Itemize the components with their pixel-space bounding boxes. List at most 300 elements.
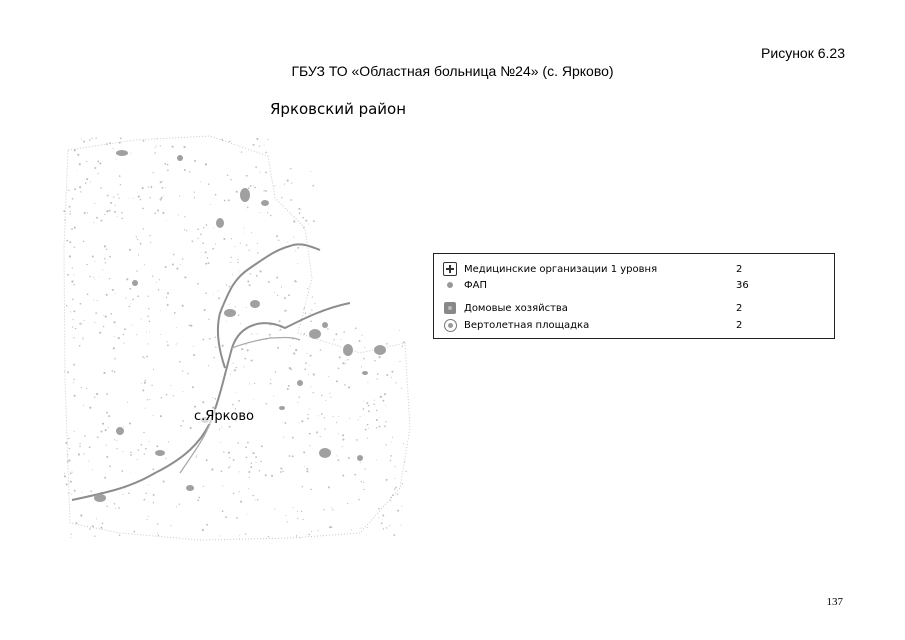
terrain-dot [295, 349, 297, 351]
terrain-dot [244, 366, 245, 367]
terrain-dot [105, 429, 107, 431]
terrain-dot [249, 284, 251, 286]
terrain-dot [150, 242, 151, 243]
terrain-dot [309, 365, 310, 366]
terrain-dot [137, 295, 139, 297]
terrain-dot [203, 227, 204, 228]
terrain-dot [130, 454, 132, 456]
river-branch [180, 338, 300, 474]
river [72, 244, 350, 500]
terrain-dot [194, 406, 196, 408]
terrain-dot [153, 172, 154, 173]
terrain-dot [271, 475, 273, 477]
terrain-dot [250, 185, 252, 187]
terrain-dot [165, 266, 167, 268]
legend-label: Домовые хозяйства [464, 302, 568, 314]
terrain-dot [264, 145, 265, 146]
terrain-dot [101, 527, 103, 529]
terrain-dot [338, 433, 339, 434]
terrain-dot [160, 310, 161, 311]
terrain-dot [176, 506, 177, 507]
terrain-dot [95, 137, 96, 138]
terrain-dot [182, 305, 184, 307]
terrain-dot [361, 335, 362, 336]
terrain-dot [82, 323, 83, 324]
terrain-dot [80, 191, 81, 192]
terrain-dot [70, 537, 71, 538]
terrain-dot [292, 437, 294, 439]
terrain-dot [257, 243, 258, 244]
terrain-dot [364, 347, 365, 348]
terrain-dot [206, 459, 208, 461]
terrain-dot [101, 431, 103, 433]
terrain-dot [109, 256, 111, 258]
terrain-dot [228, 199, 230, 201]
terrain-dot [69, 213, 71, 215]
terrain-dot [248, 488, 249, 489]
terrain-dot [99, 162, 101, 164]
terrain-dot [328, 486, 330, 488]
terrain-dot [221, 427, 222, 428]
terrain-dot [343, 331, 345, 333]
terrain-dot [102, 522, 104, 524]
terrain-dot [332, 509, 333, 510]
terrain-dot [368, 428, 369, 429]
terrain-dot [230, 374, 231, 375]
terrain-dot [313, 373, 315, 375]
terrain-dot [215, 194, 217, 196]
terrain-dot [143, 140, 145, 142]
terrain-dot [160, 415, 162, 417]
terrain-dot [69, 448, 70, 449]
terrain-dot [70, 311, 71, 312]
terrain-dot [328, 376, 329, 377]
terrain-dot [288, 294, 290, 296]
terrain-dot [305, 362, 307, 364]
terrain-dot [143, 432, 144, 433]
household-icon [442, 300, 458, 316]
terrain-dot [313, 392, 314, 393]
terrain-dot [119, 534, 120, 535]
terrain-dot [119, 175, 121, 177]
terrain-dot [253, 185, 254, 186]
terrain-dot [166, 296, 167, 297]
terrain-dot [85, 182, 87, 184]
terrain-dot [240, 243, 241, 244]
terrain-dot [378, 517, 379, 518]
terrain-dot [167, 164, 169, 166]
terrain-dot [129, 288, 131, 290]
terrain-dot [189, 171, 190, 172]
terrain-dot [312, 185, 314, 187]
terrain-dot [143, 228, 144, 229]
terrain-dot [236, 517, 238, 519]
terrain-dot [386, 527, 387, 528]
terrain-dot [246, 456, 248, 458]
terrain-dot [304, 333, 306, 335]
terrain-dot [118, 507, 120, 509]
terrain-dot [156, 282, 157, 283]
terrain-dot [86, 178, 88, 180]
terrain-dot [306, 468, 308, 470]
terrain-dot [73, 337, 74, 338]
terrain-dot [309, 433, 311, 435]
terrain-dot [152, 275, 153, 276]
terrain-dot [363, 408, 365, 410]
terrain-dot [287, 521, 288, 522]
terrain-dot [229, 426, 231, 428]
terrain-dot [247, 514, 248, 515]
terrain-dot [329, 393, 330, 394]
terrain-dot [392, 437, 393, 438]
terrain-dot [299, 212, 301, 214]
terrain-dot [243, 227, 244, 228]
terrain-dot [130, 452, 132, 454]
terrain-dot [111, 370, 113, 372]
terrain-dot [365, 429, 367, 431]
terrain-dot [287, 388, 289, 390]
terrain-dot [278, 240, 279, 241]
terrain-dot [196, 455, 197, 456]
terrain-dot [367, 424, 369, 426]
terrain-dot [248, 471, 250, 473]
terrain-dot [297, 518, 298, 519]
terrain-dot [364, 468, 365, 469]
terrain-dot [230, 466, 231, 467]
settlement [132, 280, 138, 286]
terrain-dot [383, 528, 384, 529]
terrain-dot [239, 270, 240, 271]
terrain-dot [163, 195, 164, 196]
terrain-dot [106, 506, 108, 508]
terrain-dot [116, 159, 117, 160]
terrain-dot [97, 160, 99, 162]
terrain-dot [149, 320, 151, 322]
terrain-dot [312, 296, 313, 297]
terrain-dot [390, 460, 391, 461]
terrain-dot [307, 414, 308, 415]
terrain-dot [270, 336, 271, 337]
terrain-dot [309, 445, 310, 446]
terrain-dot [105, 262, 106, 263]
terrain-dot [71, 533, 72, 534]
terrain-dot [394, 478, 395, 479]
terrain-dot [114, 321, 116, 323]
terrain-dot [345, 361, 346, 362]
terrain-dot [386, 343, 388, 345]
terrain-dot [167, 169, 169, 171]
terrain-dot [393, 534, 395, 536]
terrain-dot [106, 456, 108, 458]
terrain-dot [379, 356, 381, 358]
terrain-dot [394, 488, 396, 490]
terrain-dot [76, 170, 77, 171]
terrain-dot [324, 417, 325, 418]
terrain-dot [109, 278, 110, 279]
terrain-dot [90, 181, 91, 182]
terrain-dot [255, 166, 257, 168]
terrain-dot [224, 200, 226, 202]
terrain-dot [225, 516, 227, 518]
terrain-dot [66, 483, 68, 485]
terrain-dot [363, 401, 364, 402]
terrain-dot [115, 205, 116, 206]
legend-row-fap [442, 277, 826, 293]
terrain-dot [281, 286, 282, 287]
terrain-dot [253, 144, 255, 146]
terrain-dot [270, 215, 272, 217]
terrain-dot [277, 347, 279, 349]
terrain-dot [226, 284, 227, 285]
terrain-dot [265, 190, 267, 192]
terrain-dot [197, 500, 199, 502]
terrain-dot [289, 455, 291, 457]
terrain-dot [310, 355, 312, 357]
terrain-dot [144, 357, 145, 358]
terrain-dot [71, 471, 72, 472]
terrain-dot [235, 246, 236, 247]
terrain-dot [356, 439, 358, 441]
terrain-dot [94, 535, 95, 536]
terrain-dot [249, 384, 250, 385]
terrain-dot [148, 186, 149, 187]
terrain-dot [207, 257, 209, 259]
terrain-dot [70, 211, 71, 212]
legend-count: 2 [736, 263, 743, 275]
terrain-dot [401, 388, 402, 389]
terrain-dot [201, 252, 202, 253]
terrain-dot [380, 396, 382, 398]
terrain-dot [337, 459, 339, 461]
terrain-dot [69, 459, 71, 461]
terrain-dot [297, 402, 298, 403]
terrain-dot [246, 210, 247, 211]
terrain-dot [84, 435, 85, 436]
terrain-dot [83, 141, 85, 143]
terrain-dot [228, 304, 229, 305]
terrain-dot [377, 373, 379, 375]
terrain-dot [248, 187, 250, 189]
terrain-dot [382, 515, 384, 517]
terrain-dot [141, 383, 142, 384]
terrain-dot [301, 420, 303, 422]
map-dots [63, 137, 406, 539]
terrain-dot [358, 419, 359, 420]
terrain-dot [167, 304, 169, 306]
terrain-dot [228, 467, 230, 469]
terrain-dot [382, 400, 384, 402]
terrain-dot [189, 324, 191, 326]
terrain-dot [162, 181, 163, 182]
terrain-dot [88, 461, 89, 462]
terrain-dot [245, 446, 247, 448]
terrain-dot [184, 216, 185, 217]
terrain-dot [251, 232, 252, 233]
terrain-dot [230, 257, 231, 258]
terrain-dot [287, 242, 288, 243]
terrain-dot [310, 171, 311, 172]
terrain-dot [93, 277, 94, 278]
terrain-dot [239, 535, 240, 536]
terrain-dot [219, 429, 220, 430]
terrain-dot [64, 473, 65, 474]
terrain-dot [129, 422, 131, 424]
terrain-dot [144, 382, 146, 384]
terrain-dot [304, 308, 305, 309]
terrain-dot [270, 379, 271, 380]
terrain-dot [114, 503, 116, 505]
terrain-dot [240, 323, 241, 324]
terrain-dot [77, 154, 79, 156]
terrain-dot [254, 383, 255, 384]
terrain-dot [68, 438, 69, 439]
terrain-dot [237, 442, 239, 444]
terrain-dot [94, 167, 96, 169]
page-number: 137 [826, 596, 843, 608]
terrain-dot [146, 356, 148, 358]
terrain-dot [310, 320, 312, 322]
terrain-dot [81, 139, 82, 140]
terrain-dot [176, 327, 177, 328]
terrain-dot [284, 184, 285, 185]
terrain-dot [173, 254, 175, 256]
terrain-dot [197, 228, 199, 230]
terrain-dot [115, 508, 116, 509]
terrain-dot [220, 442, 221, 443]
terrain-dot [92, 256, 94, 258]
terrain-dot [298, 208, 300, 210]
terrain-dot [141, 444, 143, 446]
settlement [116, 427, 124, 435]
terrain-dot [94, 397, 95, 398]
terrain-dot [130, 153, 131, 154]
terrain-dot [279, 329, 281, 331]
terrain-dot [73, 319, 74, 320]
terrain-dot [78, 453, 80, 455]
terrain-dot [382, 520, 383, 521]
terrain-dot [208, 365, 209, 366]
terrain-dot [325, 400, 326, 401]
terrain-dot [194, 197, 195, 198]
terrain-dot [156, 145, 157, 146]
terrain-dot [130, 472, 131, 473]
terrain-dot [367, 382, 368, 383]
terrain-dot [167, 344, 169, 346]
terrain-dot [89, 139, 91, 141]
terrain-dot [165, 458, 166, 459]
terrain-dot [108, 427, 109, 428]
terrain-dot [210, 204, 211, 205]
terrain-dot [104, 245, 106, 247]
terrain-dot [154, 152, 156, 154]
village-label: с.Ярково [194, 409, 254, 424]
terrain-dot [202, 401, 204, 403]
terrain-dot [79, 345, 81, 347]
terrain-dot [374, 360, 376, 362]
terrain-dot [67, 274, 69, 276]
terrain-dot [306, 470, 308, 472]
terrain-dot [281, 197, 282, 198]
terrain-dot [273, 396, 274, 397]
terrain-dot [276, 277, 278, 279]
terrain-dot [342, 362, 344, 364]
terrain-dot [309, 408, 310, 409]
terrain-dot [172, 264, 174, 266]
terrain-dot [339, 356, 341, 358]
terrain-dot [261, 445, 263, 447]
terrain-dot [251, 462, 252, 463]
terrain-dot [289, 367, 291, 369]
terrain-dot [160, 145, 161, 146]
terrain-dot [198, 497, 200, 499]
terrain-dot [109, 210, 111, 212]
terrain-dot [249, 477, 250, 478]
terrain-dot [114, 336, 115, 337]
terrain-dot [99, 332, 101, 334]
terrain-dot [236, 367, 237, 368]
terrain-dot [321, 395, 323, 397]
settlement [374, 345, 386, 355]
terrain-dot [114, 439, 115, 440]
terrain-dot [129, 306, 131, 308]
terrain-dot [63, 210, 65, 212]
terrain-dot [245, 533, 246, 534]
terrain-dot [330, 450, 331, 451]
fap-icon [442, 277, 458, 293]
terrain-dot [144, 453, 145, 454]
terrain-dot [112, 289, 114, 291]
terrain-dot [90, 490, 92, 492]
terrain-dot [376, 459, 377, 460]
terrain-dot [386, 444, 387, 445]
terrain-dot [305, 313, 306, 314]
terrain-dot [66, 305, 68, 307]
terrain-dot [280, 327, 281, 328]
terrain-dot [149, 441, 150, 442]
terrain-dot [259, 146, 260, 147]
map-settlements [94, 150, 386, 502]
terrain-dot [121, 470, 123, 472]
terrain-dot [148, 308, 150, 310]
legend-count: 2 [736, 319, 743, 331]
terrain-dot [96, 217, 98, 219]
terrain-dot [176, 268, 178, 270]
terrain-dot [80, 514, 82, 516]
terrain-dot [104, 214, 105, 215]
terrain-dot [72, 267, 73, 268]
terrain-dot [331, 526, 333, 528]
terrain-dot [348, 457, 350, 459]
terrain-dot [142, 187, 144, 189]
terrain-dot [150, 186, 152, 188]
terrain-dot [157, 533, 158, 534]
terrain-dot [129, 198, 130, 199]
terrain-dot [358, 499, 359, 500]
terrain-dot [395, 466, 396, 467]
terrain-dot [69, 255, 71, 257]
terrain-dot [174, 312, 176, 314]
terrain-dot [304, 368, 306, 370]
terrain-dot [231, 238, 232, 239]
terrain-dot [176, 344, 177, 345]
terrain-dot [399, 330, 400, 331]
settlement [309, 329, 321, 339]
terrain-dot [86, 388, 87, 389]
terrain-dot [144, 264, 145, 265]
terrain-dot [86, 264, 88, 266]
terrain-dot [363, 358, 365, 360]
terrain-dot [197, 283, 199, 285]
